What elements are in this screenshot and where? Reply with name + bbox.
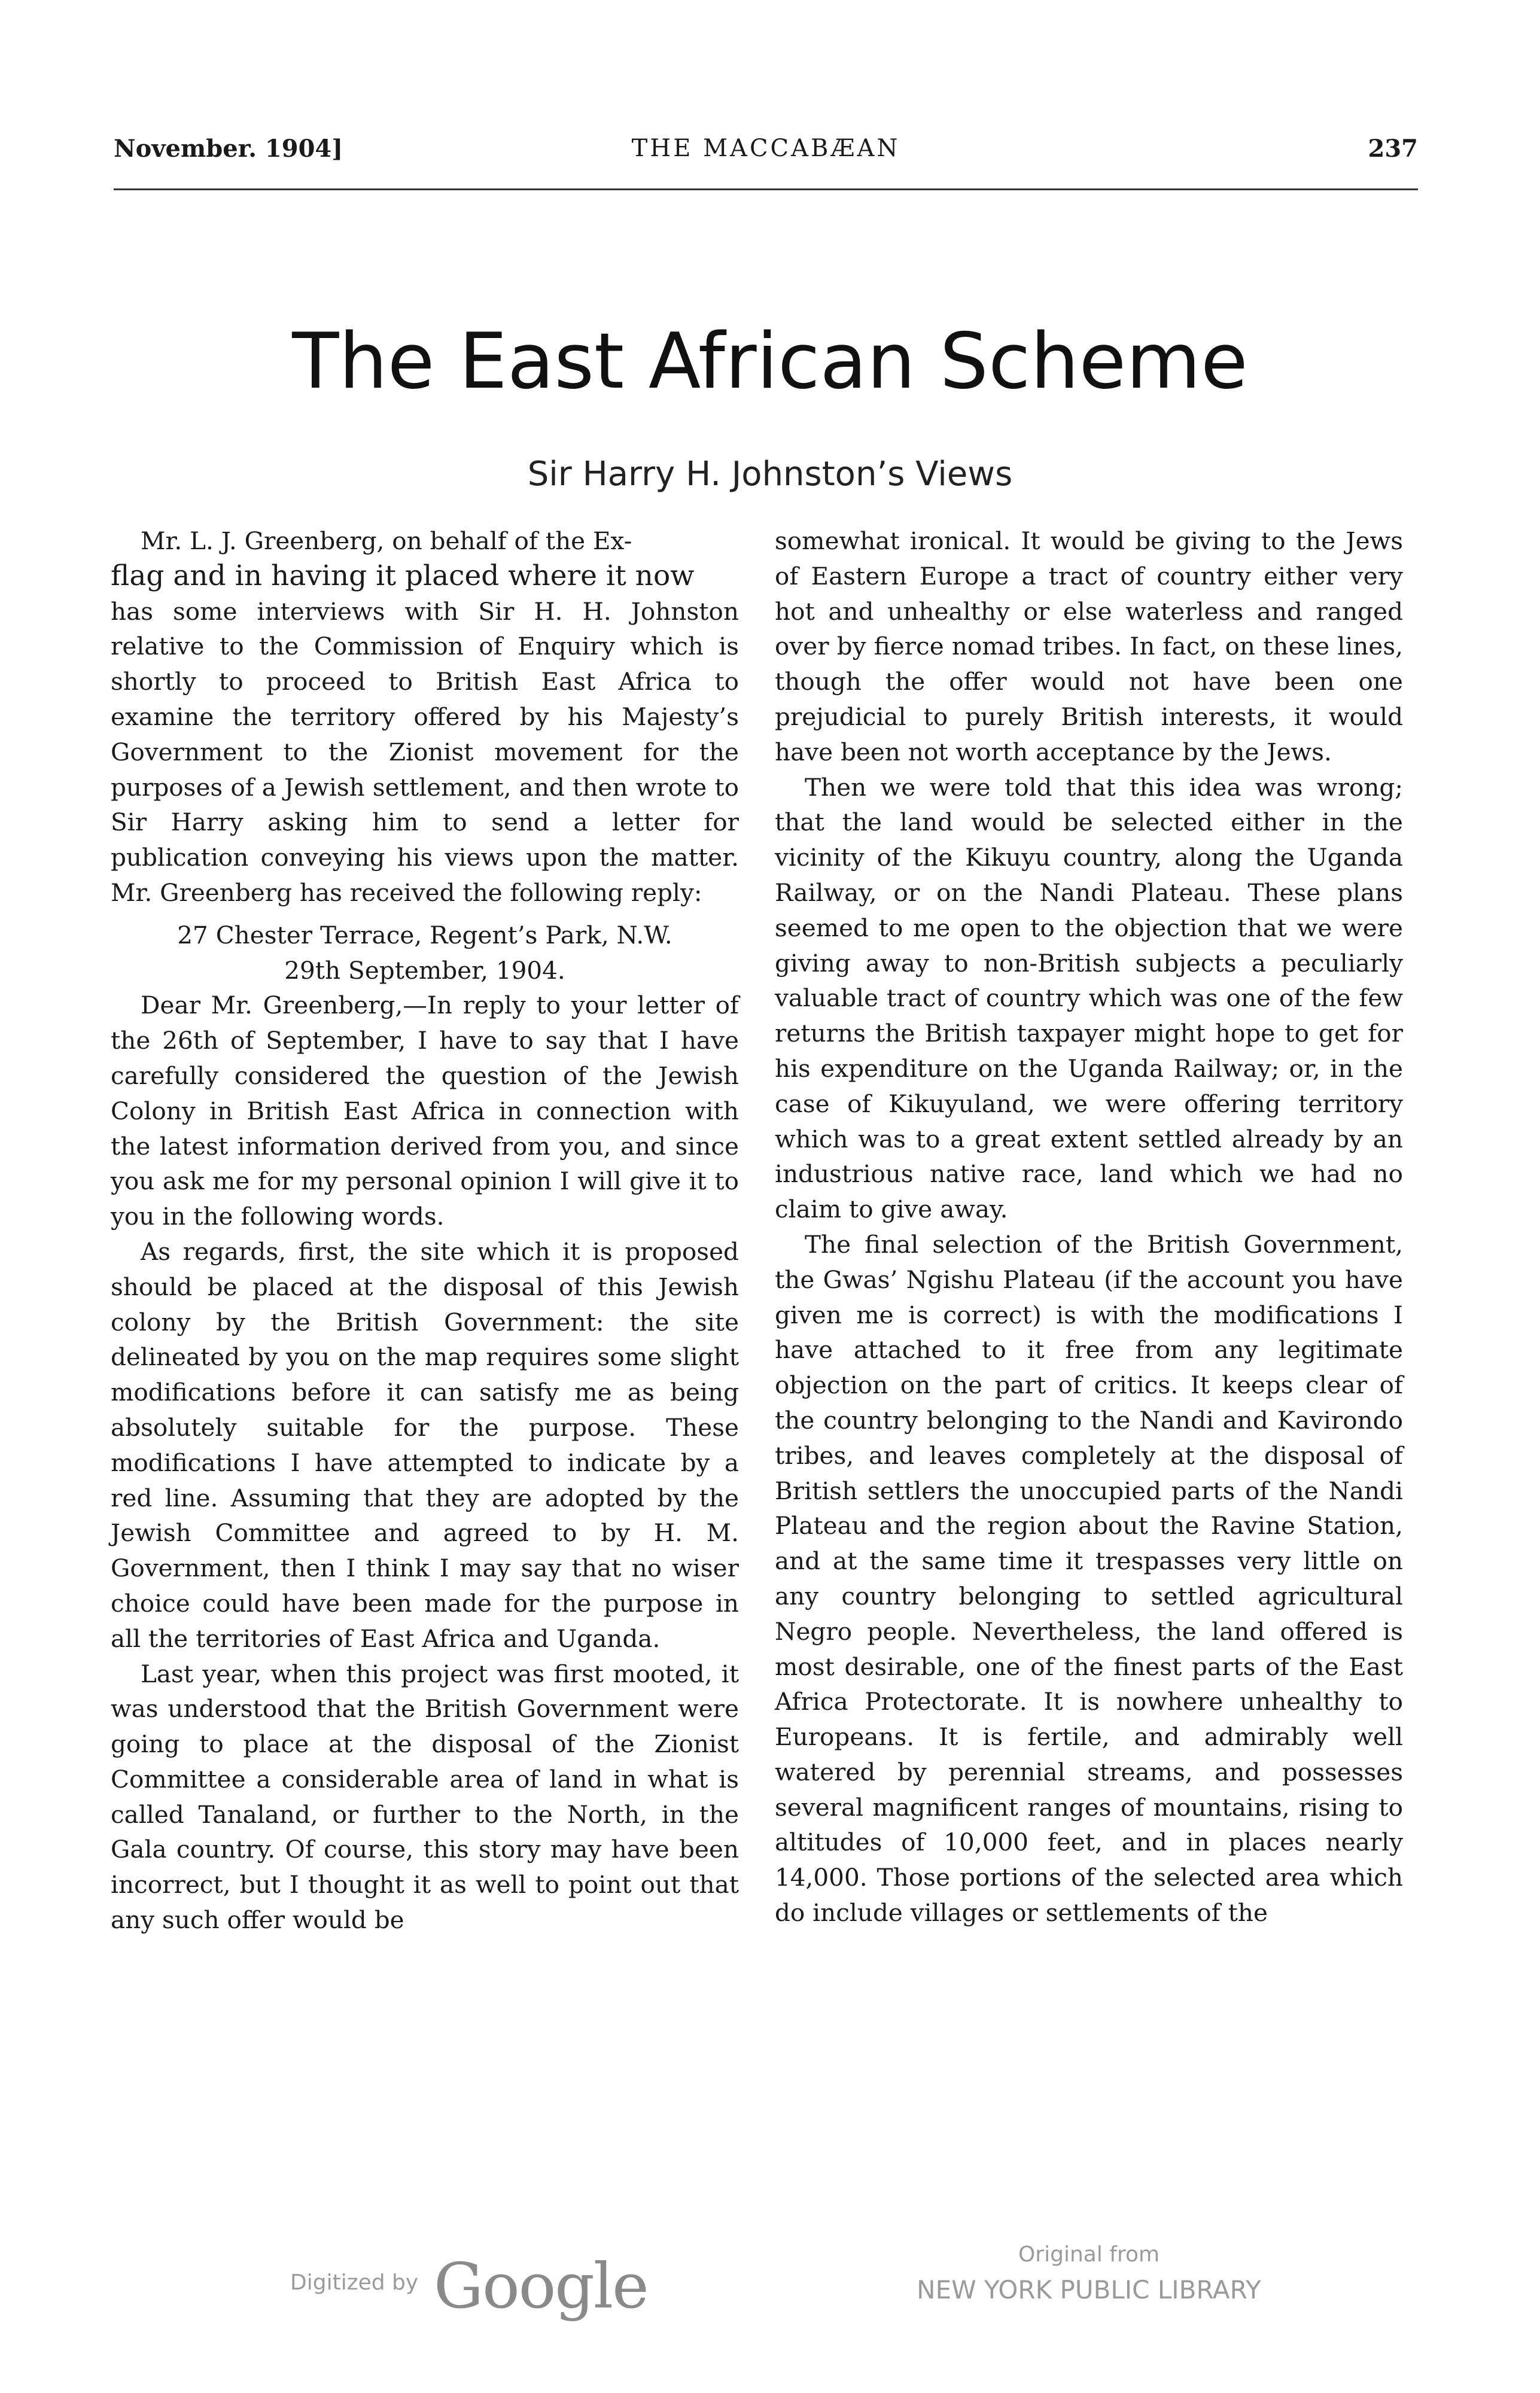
article-title: The East African Scheme	[292, 317, 1248, 406]
intro-line: Mr. L. J. Greenberg, on behalf of the Ex-	[141, 526, 632, 555]
letter-address: 27 Chester Terrace, Regent’s Park, N.W.	[177, 920, 672, 949]
letter-paragraph: Dear Mr. Greenberg,—In reply to your letter of the 26th of September, I have to say that I have carefully considered the question of the Jewish Colony in British East Africa in connection with the latest information derived from you, and since you ask me for my personal opinion I will give it to you in the following words.	[111, 991, 739, 1231]
digitized-by-label: Digitized by	[290, 2270, 419, 2295]
inserted-line: flag and in having it placed where it now	[111, 559, 695, 592]
letter-date: 29th September, 1904.	[284, 955, 565, 985]
article-subtitle: Sir Harry H. Johnston’s Views	[527, 455, 1013, 494]
letter-paragraph: Last year, when this project was first mooted, it was understood that the British Government were going to place at the disposal of the Zionist Committee a considerable area of land in what is called Tanaland, or further to the North, in the Gala country. Of course, this story may have been incorrect, but I thought it as well to point out that any such offer would be	[111, 1659, 739, 1935]
right-column	[775, 523, 1403, 1931]
page-number: 237	[1368, 135, 1418, 163]
original-from-label: Original from	[1018, 2242, 1160, 2267]
left-column	[111, 523, 739, 1938]
intro-paragraph: has some interviews with Sir H. H. Johnston relative to the Commission of Enquiry which is shortly to proceed to British East Africa to examine the territory offered by his Majesty’s Government to the Zionist movement for the purposes of a Jewish settlement, and then wrote to Sir Harry asking him to send a letter for publication conveying his views upon the matter. Mr. Greenberg has received the following reply:	[111, 596, 739, 907]
google-logo: Google	[434, 2249, 648, 2322]
letter-paragraph: somewhat ironical. It would be giving to the Jews of Eastern Europe a tract of country either very hot and unhealthy or else waterless and ranged over by fierce nomad tribes. In fact, on these lines, though the offer would not have been one prejudicial to purely British interests, it would have been not worth acceptance by the Jews.	[775, 526, 1403, 766]
header-rule	[114, 188, 1418, 190]
letter-paragraph: The final selection of the British Government, the Gwas’ Ngishu Plateau (if the account you have given me is correct) is with the modifications I have attached to it free from any legitimate objection on the part of critics. It keeps clear of the country belonging to the Nandi and Kavirondo tribes, and leaves completely at the disposal of British settlers the unoccupied parts of the Nandi Plateau and the region about the Ravine Station, and at the same time it trespasses very little on any country belonging to settled agricultural Negro people. Nevertheless, the land offered is most desirable, one of the finest parts of the East Africa Protectorate. It is nowhere unhealthy to Europeans. It is fertile, and admirably well watered by perennial streams, and possesses several magnificent ranges of mountains, rising to altitudes of 10,000 feet, and in places nearly 14,000. Those portions of the selected area which do include villages or settlements of the	[775, 1229, 1403, 1928]
journal-name: THE MACCABÆAN	[631, 135, 900, 162]
running-header	[114, 135, 1418, 176]
library-name: NEW YORK PUBLIC LIBRARY	[917, 2275, 1261, 2304]
letter-paragraph: Then we were told that this idea was wrong; that the land would be selected either in the vicinity of the Kikuyu country, along the Uganda Railway, or on the Nandi Plateau. These plans seemed to me open to the objection that we were giving away to non-British subjects a peculiarly valuable tract of country which was one of the few returns the British taxpayer might hope to get for his expenditure on the Uganda Railway; or, in the case of Kikuyuland, we were offering territory which was to a great extent settled already by an industrious native race, land which we had no claim to give away.	[775, 772, 1403, 1224]
issue-date: November. 1904]	[114, 135, 343, 163]
library-attribution	[879, 2242, 1298, 2304]
letter-paragraph: As regards, first, the site which it is proposed should be placed at the disposal of this Jewish colony by the British Government: the site delineated by you on the map requires some slight modifications before it can satisfy me as being absolutely suitable for the purpose. These modifications I have attempted to indicate by a red line. Assuming that they are adopted by the Jewish Committee and agreed to by H. M. Government, then I think I may say that no wiser choice could have been made for the purpose in all the territories of East Africa and Uganda.	[111, 1237, 739, 1653]
